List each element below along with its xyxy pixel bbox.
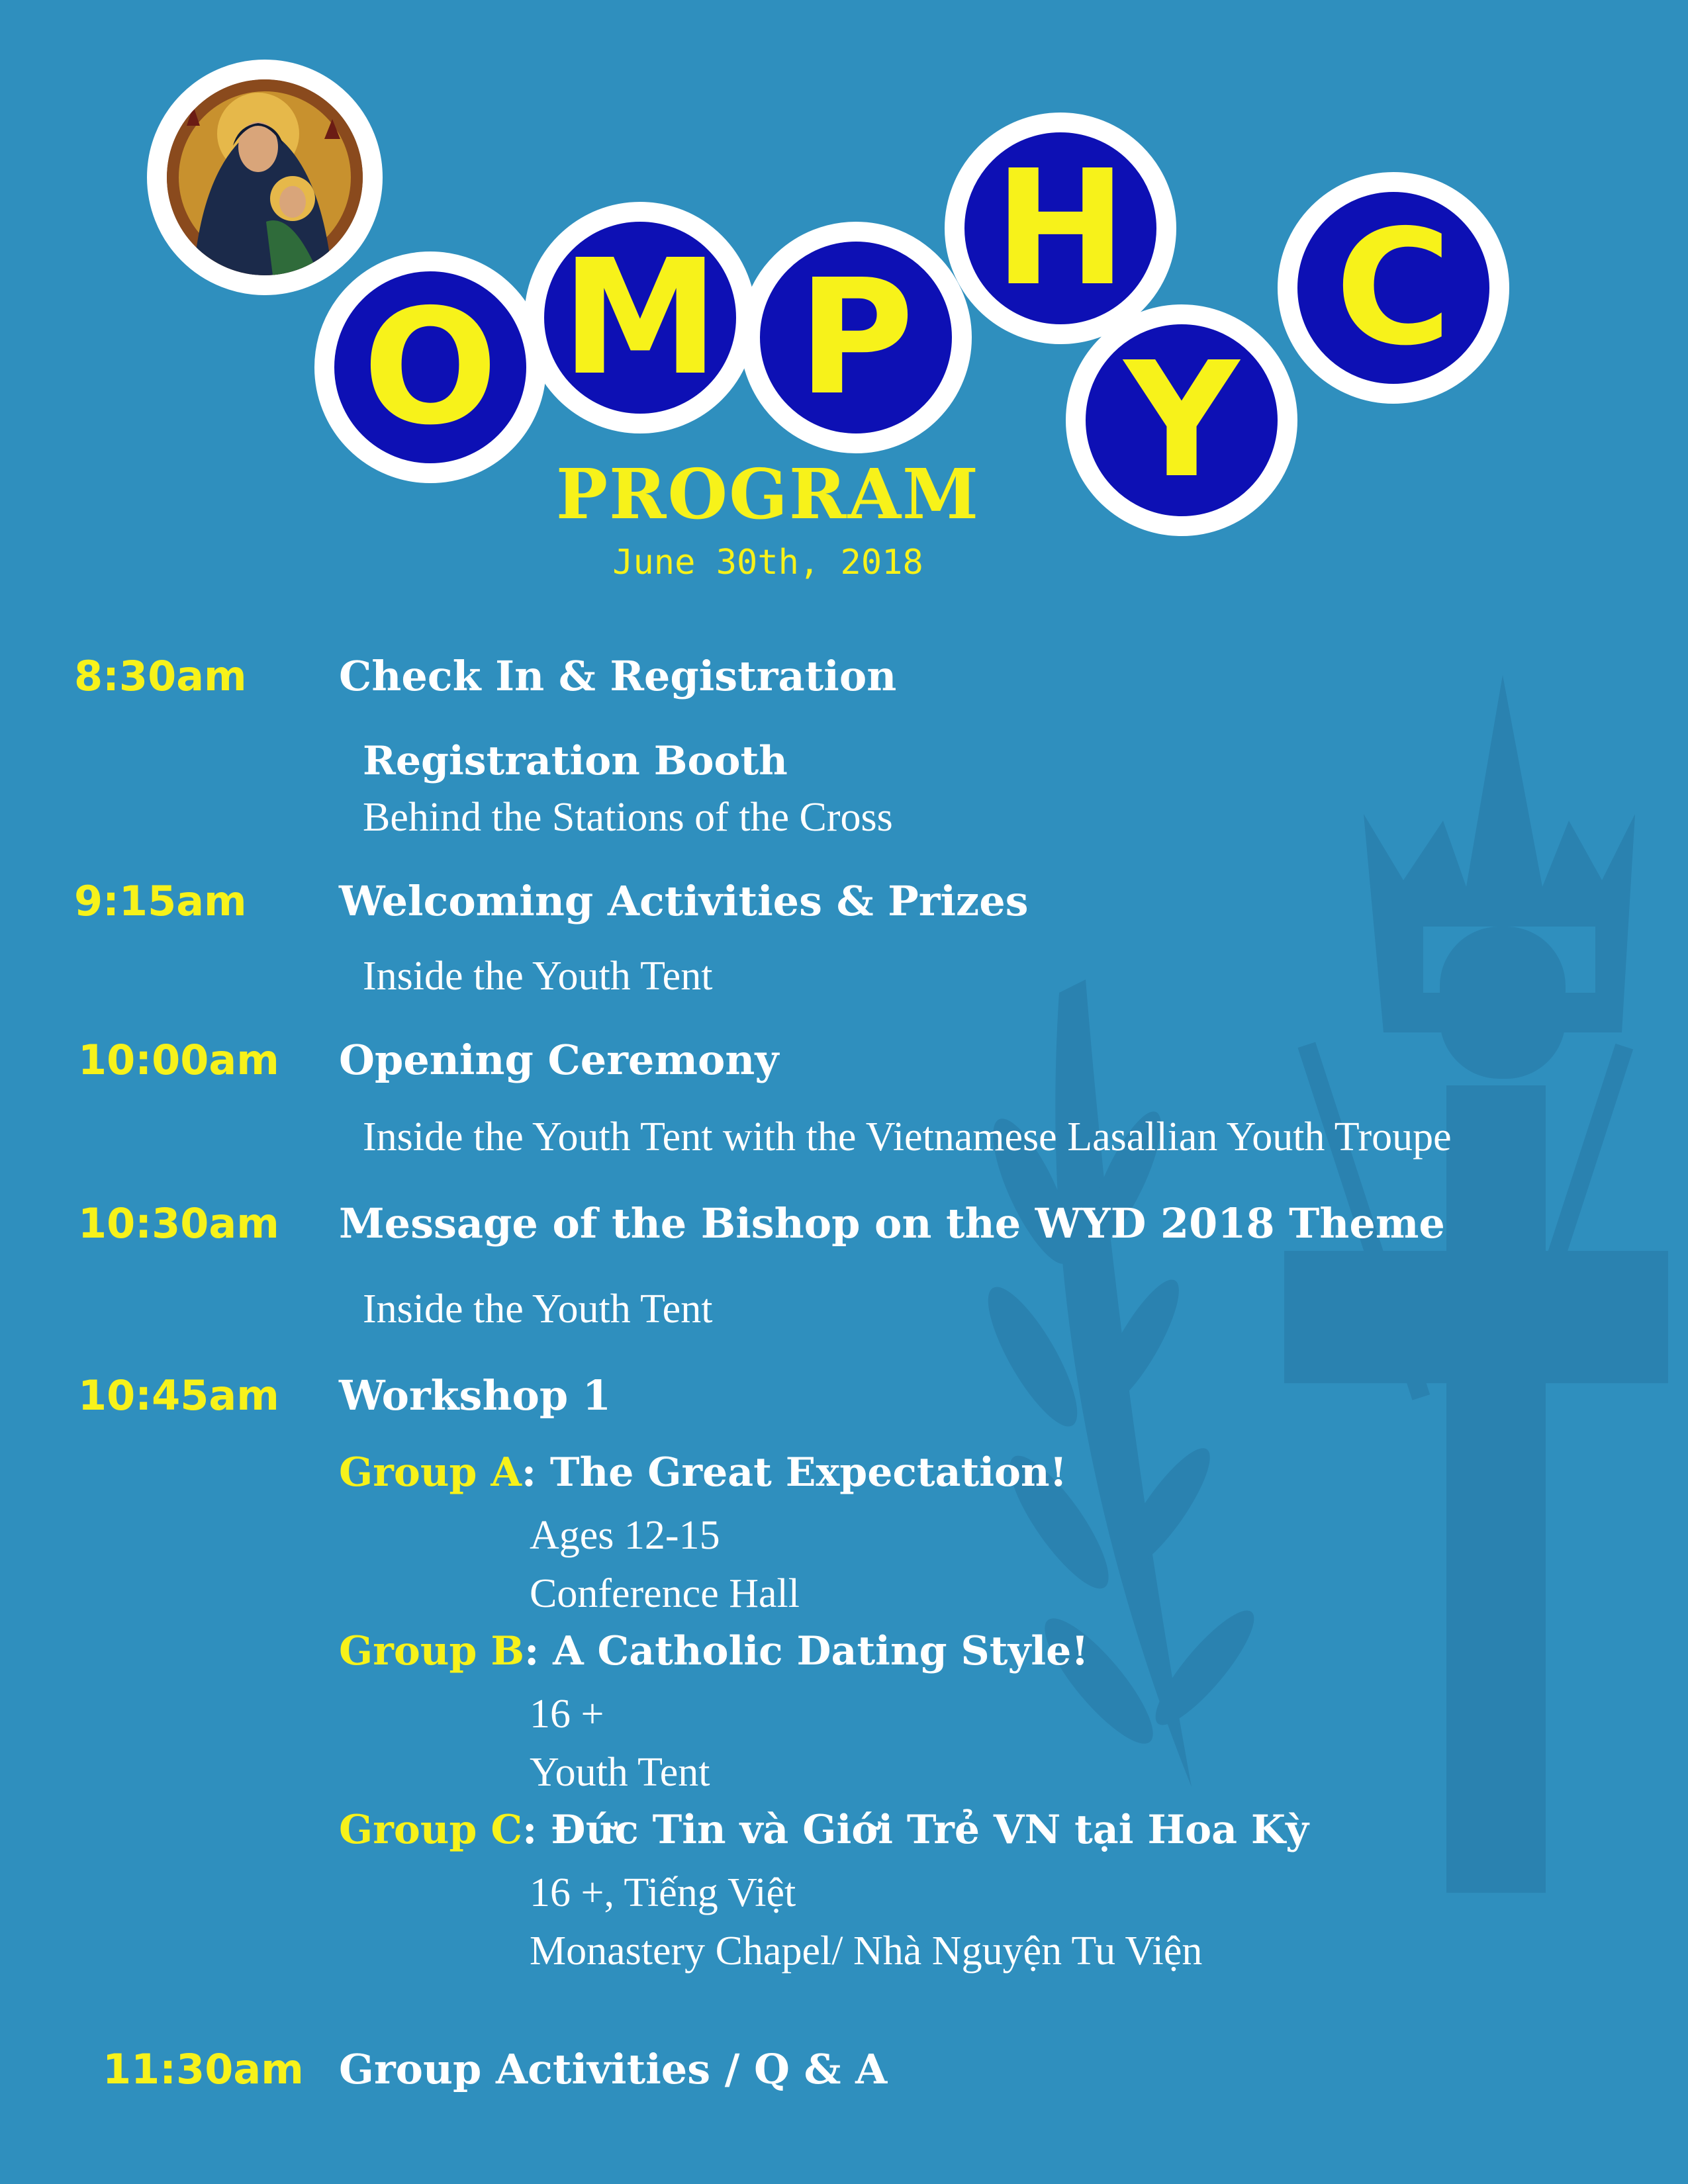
logo-letter-h: H — [945, 113, 1176, 344]
opening-location: Inside the Youth Tent with the Vietnamese Lasallian Youth Troupe — [363, 1115, 1452, 1160]
group-a-heading — [339, 1449, 1067, 1496]
page-title: PROGRAM — [555, 453, 980, 535]
group-c-label: Group C — [339, 1807, 523, 1853]
registration-location: Behind the Stations of the Cross — [363, 795, 893, 840]
registration-booth-label: Registration Booth — [363, 738, 788, 784]
group-a-label: Group A — [339, 1449, 522, 1496]
event-date: June 30th, 2018 — [612, 543, 923, 582]
event-bishop-message: Message of the Bishop on the WYD 2018 Theme — [339, 1199, 1445, 1248]
logo-letter-o: O — [314, 251, 546, 483]
group-b-title: : A Catholic Dating Style! — [524, 1628, 1089, 1674]
event-welcoming: Welcoming Activities & Prizes — [339, 877, 1029, 925]
logo-letter-y: Y — [1066, 304, 1297, 536]
time-1045: 10:45am — [78, 1371, 279, 1420]
group-c-location: Monastery Chapel/ Nhà Nguyện Tu Viện — [530, 1929, 1203, 1974]
event-opening-ceremony: Opening Ceremony — [339, 1036, 779, 1084]
time-0915: 9:15am — [74, 877, 247, 925]
time-1130: 11:30am — [103, 2045, 304, 2093]
madonna-icon — [167, 79, 363, 275]
event-workshop-1: Workshop 1 — [339, 1371, 611, 1420]
group-c-heading — [339, 1807, 1309, 1853]
event-group-activities: Group Activities / Q & A — [339, 2045, 888, 2093]
group-a-title: : The Great Expectation! — [521, 1449, 1068, 1496]
logo-letter-c: C — [1278, 172, 1509, 404]
time-1030: 10:30am — [78, 1199, 279, 1248]
logo-letter-p: P — [740, 222, 972, 453]
group-b-age: 16 + — [530, 1692, 604, 1737]
logo-letter-m: M — [524, 202, 756, 433]
group-b-label: Group B — [339, 1628, 525, 1674]
group-a-location: Conference Hall — [530, 1571, 800, 1616]
time-1000: 10:00am — [78, 1036, 279, 1084]
bishop-location: Inside the Youth Tent — [363, 1287, 713, 1332]
group-c-age: 16 +, Tiếng Việt — [530, 1870, 796, 1915]
welcoming-location: Inside the Youth Tent — [363, 954, 713, 999]
group-c-title: : Đức Tin và Giới Trẻ VN tại Hoa Kỳ — [522, 1807, 1309, 1853]
event-check-in: Check In & Registration — [339, 652, 897, 700]
time-0830: 8:30am — [74, 652, 247, 700]
group-a-age: Ages 12-15 — [530, 1513, 720, 1558]
icon-medallion — [147, 60, 383, 295]
group-b-location: Youth Tent — [530, 1750, 710, 1795]
group-b-heading — [339, 1628, 1089, 1674]
